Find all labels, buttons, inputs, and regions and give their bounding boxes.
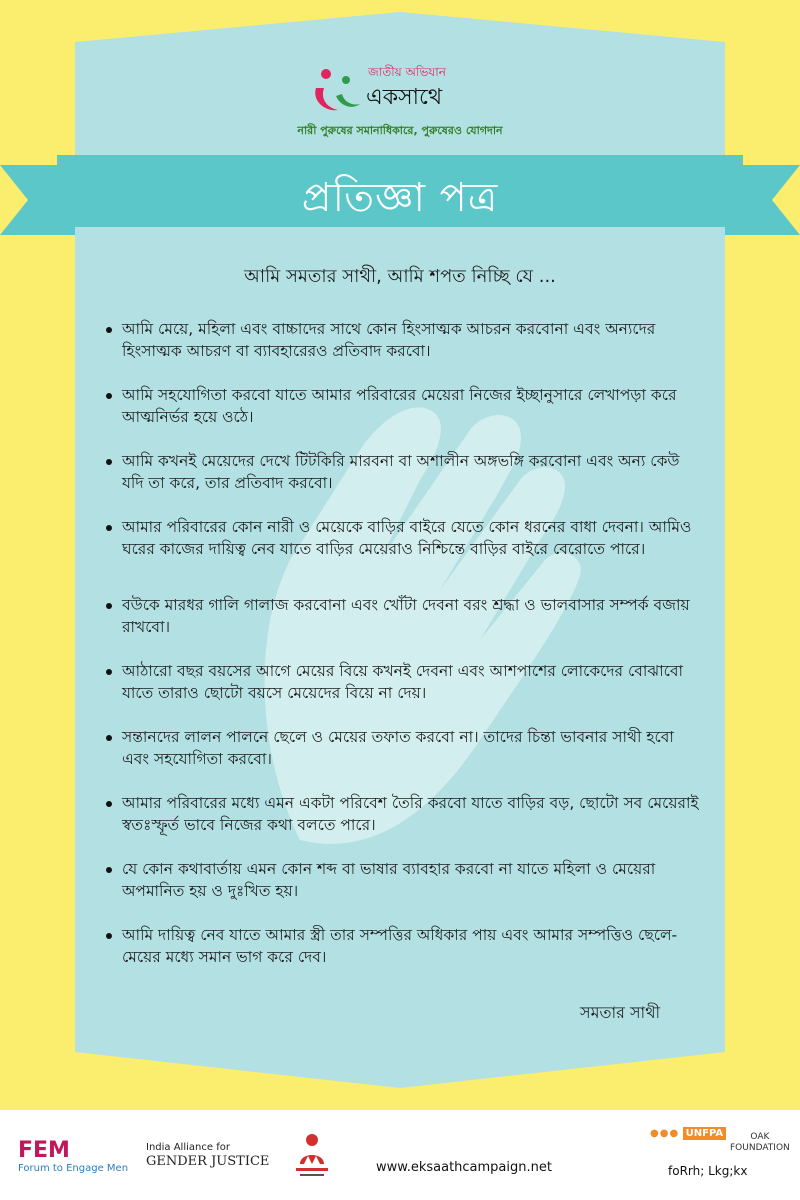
pledge-text: বউকে মারধর গালি গালাজ করবোনা এবং খোঁটা দেবনা বরং শ্রদ্ধা ও ভালবাসার সম্পর্ক বজায় রাখবো। bbox=[122, 596, 690, 636]
iagj-logo bbox=[146, 1142, 269, 1170]
unfpa-dots-icon: ●●● bbox=[650, 1128, 680, 1139]
pledge-item bbox=[104, 792, 704, 858]
unfpa-logo-text: UNFPA bbox=[683, 1127, 726, 1140]
pledge-text: আমি মেয়ে, মহিলা এবং বাচ্চাদের সাথে কোন হিংসাত্মক আচরন করবোনা এবং অন্যদের হিংসাত্মক আচরণ বা ব্যাবহারেরও প্রতিবাদ করবো। bbox=[122, 320, 656, 360]
pledge-subtitle: আমি সমতার সাথী, আমি শপত নিচ্ছি যে ... bbox=[244, 266, 556, 287]
pledge-item bbox=[104, 384, 704, 450]
pledge-item bbox=[104, 924, 704, 990]
pledge-title: প্রতিজ্ঞা পত্র bbox=[301, 175, 499, 221]
fem-logo-subtext: Forum to Engage Men bbox=[18, 1163, 129, 1174]
oak-line2: FOUNDATION bbox=[730, 1143, 790, 1153]
bullet-icon bbox=[106, 525, 112, 531]
pledge-text: আঠারো বছর বয়সের আগে মেয়ের বিয়ে কখনই দেবনা এবং আশপাশের লোকেদের বোঝাবো যাতে তারাও ছোটো বয়সে মেয়েদের বিয়ে না দেয়। bbox=[122, 662, 683, 702]
oak-foundation-logo bbox=[730, 1132, 790, 1154]
pledge-text: আমি সহযোগিতা করবো যাতে আমার পরিবারের মেয়েরা নিজের ইচ্ছানুসারে লেখাপড়া করে আত্মনির্ভর হয়ে ওঠে। bbox=[122, 386, 677, 426]
fem-logo bbox=[18, 1140, 128, 1176]
pledge-item bbox=[104, 594, 704, 660]
bullet-icon bbox=[106, 669, 112, 675]
bullet-icon bbox=[106, 603, 112, 609]
pledge-item bbox=[104, 318, 704, 384]
logo-top-text: জাতীয় অভিযান bbox=[368, 65, 446, 79]
oak-line1: OAK bbox=[750, 1132, 770, 1142]
bullet-icon bbox=[106, 867, 112, 873]
bullet-icon bbox=[106, 801, 112, 807]
pledge-text: সন্তানদের লালন পালনে ছেলে ও মেয়ের তফাত করবো না। তাদের চিন্তা ভাবনার সাথী হবো এবং সহযোগিতা করবো। bbox=[122, 728, 674, 768]
fem-logo-text: FEM bbox=[18, 1138, 70, 1163]
sponsor-footer bbox=[0, 1110, 800, 1200]
unfpa-logo bbox=[650, 1128, 726, 1139]
logo-main-text: একসাথে bbox=[366, 85, 443, 110]
pledge-item bbox=[104, 516, 704, 594]
footer-text-regional: foRrh; Lkg;kx bbox=[668, 1164, 748, 1178]
pledge-text: আমি দায়িত্ব নেব যাতে আমার স্ত্রী তার সম্পত্তির অধিকার পায় এবং আমার সম্পত্তিও ছেলে-মেয়ের মধ্যে সমান ভাগ করে দেব। bbox=[122, 926, 678, 966]
pledge-item bbox=[104, 858, 704, 924]
campaign-tagline: নারী পুরুষের সমানাধিকারে, পুরুষেরও যোগদান bbox=[297, 124, 503, 137]
bullet-icon bbox=[106, 459, 112, 465]
bullet-icon bbox=[106, 735, 112, 741]
pledge-item bbox=[104, 660, 704, 726]
bullet-icon bbox=[106, 933, 112, 939]
pledge-text: যে কোন কথাবার্তায় এমন কোন শব্দ বা ভাষার ব্যাবহার করবো না যাতে মহিলা ও মেয়েরা অপমানিত হয় ও দুঃখিত হয়। bbox=[122, 860, 656, 900]
signature: সমতার সাথী bbox=[580, 1003, 661, 1022]
website-link[interactable]: www.eksaathcampaign.net bbox=[376, 1160, 552, 1175]
bullet-icon bbox=[106, 327, 112, 333]
pledge-item bbox=[104, 450, 704, 516]
pledge-text: আমার পরিবারের কোন নারী ও মেয়েকে বাড়ির বাইরে যেতে কোন ধরনের বাধা দেবনা। আমিও ঘরের কাজের দায়িত্ব নেব যাতে বাড়ির মেয়েরাও নিশ্চিন্তে বাড়ির বাইরে বেরোতে পারে। bbox=[122, 518, 692, 558]
pledge-list bbox=[104, 318, 704, 990]
campaign-logo bbox=[300, 60, 530, 120]
one-billion-rising-logo-icon bbox=[290, 1130, 334, 1180]
pledge-item bbox=[104, 726, 704, 792]
iagj-line2: GENDER JUSTICE bbox=[146, 1154, 270, 1169]
iagj-line1: India Alliance for bbox=[146, 1142, 230, 1153]
bullet-icon bbox=[106, 393, 112, 399]
pledge-text: আমার পরিবারের মধ্যে এমন একটা পরিবেশ তৈরি করবো যাতে বাড়ির বড়, ছোটো সব মেয়েরাই স্বতঃস্ফূর্ত ভাবে নিজের কথা বলতে পারে। bbox=[122, 794, 699, 834]
pledge-text: আমি কখনই মেয়েদের দেখে টিটকিরি মারবনা বা অশালীন অঙ্গভঙ্গি করবোনা এবং অন্য কেউ যদি তা করে, তার প্রতিবাদ করবো। bbox=[122, 452, 680, 492]
